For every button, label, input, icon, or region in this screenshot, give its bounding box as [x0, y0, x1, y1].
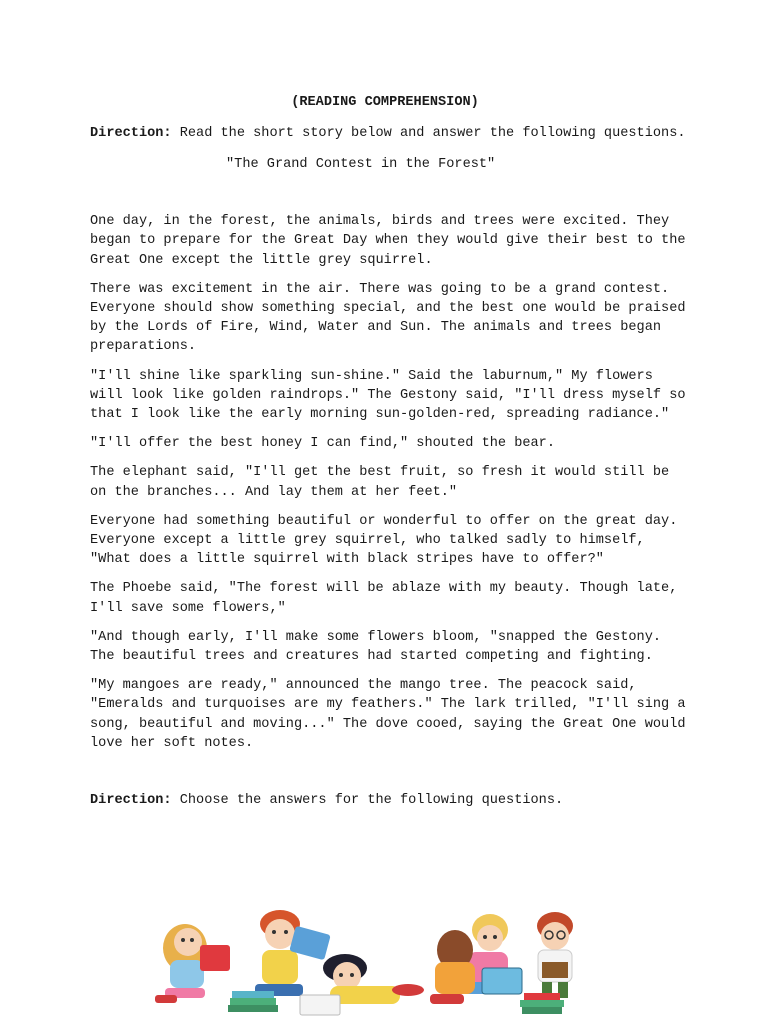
story-paragraph: "I'll offer the best honey I can find," shouted the bear. — [90, 436, 555, 452]
girl-lying-reading-icon — [300, 954, 424, 1015]
story-paragraph: Everyone had something beautiful or wonderful to offer on the great day. Everyone except a little grey squirrel, who talked sadly to himself, "What does a little squirrel with black stripes have to offer?" — [90, 513, 678, 568]
direction-text: Choose the answers for the following questions. — [171, 793, 564, 809]
story-paragraph: There was excitement in the air. There was going to be a grand contest. Everyone should show something special, and the best one would be praised by the Lords of Fire, Wind, Water and Sun. The animals and trees began preparations. — [90, 281, 686, 355]
direction-instruction-questions — [90, 791, 690, 810]
children-reading-illustration — [150, 900, 620, 1020]
story-paragraph: The Phoebe said, "The forest will be ablaze with my beauty. Though late, I'll save some flowers," — [90, 581, 678, 616]
story-paragraph: "My mangoes are ready," announced the mango tree. The peacock said, "Emeralds and turquoises are my feathers." The lark trilled, "I'll sing a song, beautiful and moving..." The dove cooed, saying the Great One would love her soft notes. — [90, 678, 686, 751]
book-stack-icon — [228, 991, 278, 1012]
direction-text: Read the short story below and answer the following questions. — [171, 126, 686, 141]
direction-label: Direction: — [90, 126, 172, 141]
direction-label: Direction: — [90, 793, 172, 809]
boy-reading-blue-book-icon — [255, 910, 331, 996]
story-paragraph: One day, in the forest, the animals, birds and trees were excited. They began to prepare for the Great Day when they would give their best to the Great One except the little grey squirrel. — [90, 214, 686, 268]
book-stack-right-icon — [520, 993, 564, 1014]
boy-with-glasses-icon — [537, 912, 573, 998]
document-page — [90, 90, 690, 810]
direction-instruction — [90, 124, 690, 143]
girl-reading-red-book-icon — [155, 924, 230, 1003]
story-paragraph: "I'll shine like sparkling sun-shine." Said the laburnum," My flowers will look like golden raindrops." The Gestony said, "I'll dress myself so that I look like the early morning sun-golden-red, spreading radiance." — [90, 368, 686, 423]
tablet-icon — [482, 968, 522, 994]
page-title: (READING COMPREHENSION) — [291, 95, 479, 110]
story-paragraph: The elephant said, "I'll get the best fruit, so fresh it would still be on the branches... And lay them at her feet." — [90, 465, 670, 500]
story-paragraph: "And though early, I'll make some flowers bloom, "snapped the Gestony. The beautiful trees and creatures had started competing and fighting. — [90, 629, 662, 665]
girl-brown-hair-back-icon — [430, 930, 475, 1004]
story-title: "The Grand Contest in the Forest" — [226, 157, 496, 173]
